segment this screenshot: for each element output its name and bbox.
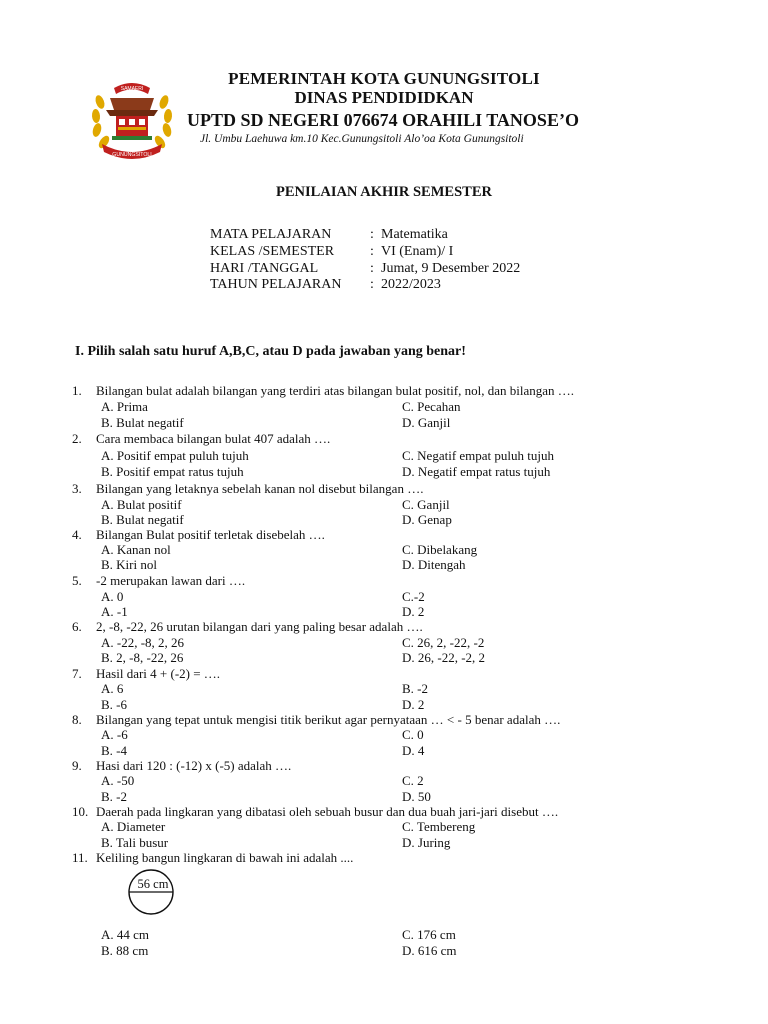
answer-option: D. 616 cm: [402, 943, 457, 958]
question-text: Bilangan Bulat positif terletak disebelah ….: [96, 527, 325, 542]
answer-option: D. Ditengah: [402, 557, 466, 572]
question-text: Bilangan bulat adalah bilangan yang terdiri atas bilangan bulat positif, nol, dan bilangan ….: [96, 383, 574, 398]
answer-option: C.-2: [402, 589, 425, 604]
info-label: KELAS /SEMESTER: [210, 244, 335, 259]
section-instruction: I. Pilih salah satu huruf A,B,C, atau D pada jawaban yang benar!: [75, 344, 466, 359]
answer-option: B. Bulat negatif: [101, 415, 184, 430]
answer-option: D. Juring: [402, 835, 451, 850]
answer-option: D. Ganjil: [402, 415, 451, 430]
answer-option: A. -50: [101, 773, 135, 788]
answer-option: C. 176 cm: [402, 927, 456, 942]
school-address: Jl. Umbu Laehuwa km.10 Kec.Gunungsitoli Alo’oa Kota Gunungsitoli: [200, 133, 524, 145]
answer-option: B. -4: [101, 743, 127, 758]
question-number: 1.: [72, 383, 82, 398]
answer-option: A. 6: [101, 681, 124, 696]
info-colon: :: [370, 227, 374, 242]
question-text: 2, -8, -22, 26 urutan bilangan dari yang paling besar adalah ….: [96, 619, 423, 634]
answer-option: A. Diameter: [101, 819, 166, 834]
question-number: 8.: [72, 712, 82, 727]
answer-option: B. 2, -8, -22, 26: [101, 650, 184, 665]
info-value: 2022/2023: [381, 277, 441, 292]
question-number: 5.: [72, 573, 82, 588]
logo-top-text: SAMAERI: [120, 86, 144, 92]
question-text: Hasi dari 120 : (-12) x (-5) adalah ….: [96, 758, 292, 773]
answer-option: B. Bulat negatif: [101, 512, 184, 527]
answer-option: A. -22, -8, 2, 26: [101, 635, 185, 650]
answer-option: A. 0: [101, 589, 124, 604]
answer-option: B. -2: [402, 681, 428, 696]
answer-option: B. 88 cm: [101, 943, 149, 958]
answer-option: D. 26, -22, -2, 2: [402, 650, 486, 665]
question-number: 3.: [72, 481, 82, 496]
question-text: Keliling bangun lingkaran di bawah ini adalah ....: [96, 850, 354, 865]
answer-option: A. Bulat positif: [101, 497, 182, 512]
school-name: UPTD SD NEGERI 076674 ORAHILI TANOSE’O: [187, 110, 579, 130]
question-text: Daerah pada lingkaran yang dibatasi oleh sebuah busur dan dua buah jari-jari disebut ….: [96, 804, 559, 819]
answer-option: D. Genap: [402, 512, 452, 527]
info-colon: :: [370, 277, 374, 292]
answer-option: C. 0: [402, 727, 424, 742]
answer-option: C. Tembereng: [402, 819, 476, 834]
question-text: -2 merupakan lawan dari ….: [96, 573, 246, 588]
answer-option: C. 26, 2, -22, -2: [402, 635, 485, 650]
answer-option: D. 50: [402, 789, 431, 804]
info-label: HARI /TANGGAL: [210, 261, 319, 276]
answer-option: B. -6: [101, 697, 127, 712]
info-colon: :: [370, 244, 374, 259]
question-text: Hasil dari 4 + (-2) = ….: [96, 666, 221, 681]
answer-option: D. Negatif empat ratus tujuh: [402, 464, 551, 479]
answer-option: D. 4: [402, 743, 425, 758]
answer-option: B. Kiri nol: [101, 557, 157, 572]
answer-option: C. Ganjil: [402, 497, 450, 512]
answer-option: A. Positif empat puluh tujuh: [101, 448, 249, 463]
info-value: Jumat, 9 Desember 2022: [381, 261, 521, 276]
diameter-label: 56 cm: [137, 877, 169, 891]
info-label: MATA PELAJARAN: [210, 227, 332, 242]
answer-option: C. Negatif empat puluh tujuh: [402, 448, 555, 463]
answer-option: B. Tali busur: [101, 835, 169, 850]
answer-option: A. Prima: [101, 399, 148, 414]
circle-diagram: [122, 868, 180, 916]
department-name: DINAS PENDIDIDKAN: [294, 88, 474, 107]
info-colon: :: [370, 261, 374, 276]
answer-option: B. -2: [101, 789, 127, 804]
question-text: Bilangan yang letaknya sebelah kanan nol disebut bilangan ….: [96, 481, 424, 496]
question-text: Cara membaca bilangan bulat 407 adalah ….: [96, 431, 331, 446]
answer-option: A. -1: [101, 604, 128, 619]
question-number: 10.: [72, 804, 89, 819]
info-value: VI (Enam)/ I: [381, 244, 454, 259]
info-value: Matematika: [381, 227, 448, 242]
answer-option: C. 2: [402, 773, 424, 788]
answer-option: C. Dibelakang: [402, 542, 478, 557]
answer-option: D. 2: [402, 604, 425, 619]
question-number: 7.: [72, 666, 82, 681]
exam-title: PENILAIAN AKHIR SEMESTER: [276, 184, 492, 200]
government-name: PEMERINTAH KOTA GUNUNGSITOLI: [228, 69, 540, 88]
logo-bottom-text: GUNUNGSITOLI: [112, 152, 152, 158]
answer-option: B. Positif empat ratus tujuh: [101, 464, 244, 479]
question-number: 9.: [72, 758, 82, 773]
answer-option: A. Kanan nol: [101, 542, 171, 557]
answer-option: A. 44 cm: [101, 927, 150, 942]
question-text: Bilangan yang tepat untuk mengisi titik berikut agar pernyataan … < - 5 benar adalah ….: [96, 712, 561, 727]
answer-option: D. 2: [402, 697, 425, 712]
question-number: 2.: [72, 431, 82, 446]
question-number: 4.: [72, 527, 82, 542]
answer-option: A. -6: [101, 727, 128, 742]
question-number: 6.: [72, 619, 82, 634]
question-number: 11.: [72, 850, 88, 865]
info-label: TAHUN PELAJARAN: [210, 277, 342, 292]
answer-option: C. Pecahan: [402, 399, 461, 414]
